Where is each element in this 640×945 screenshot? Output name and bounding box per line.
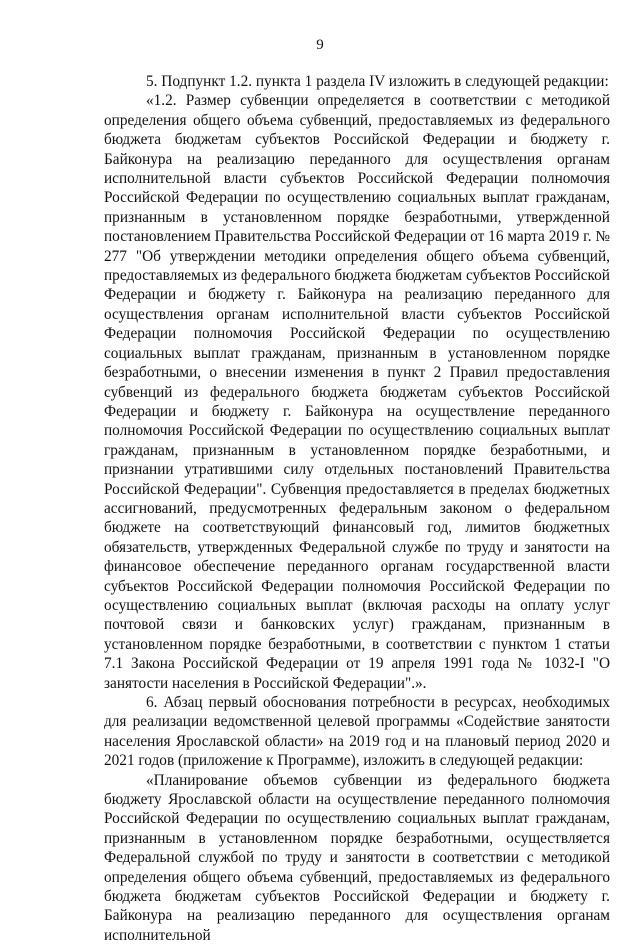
paragraph-subsidy-size: «1.2. Размер субвенции определяется в соответствии с методикой определения общего объема субвенций, предоставляемых из федерального бюджета бюджетам субъектов Российской Федерации и бюджету г. Байконура на реализацию переданного для осуществления органам исполнительной власти субъектов Российской Федерации полномочия Российской Федерации по осуществлению социальных выплат гражданам, признанным в установленном порядке безработными, утвержденной постановлением Правительства Российской Федерации от 16 марта 2019 г. № 277 "Об утверждении методики определения общего объема субвенций, предоставляемых из федерального бюджета бюджетам субъектов Российской Федерации и бюджету г. Байконура на реализацию переданного для осуществления органам исполнительной власти субъектов Российской Федерации полномочия Российской Федерации по осуществлению социальных выплат гражданам, признанным в установленном порядке безработными, о внесении изменения в пункт 2 Правил предоставления субвенций из федерального бюджета бюджетам субъектов Российской Федерации и бюджету г. Байконура на осуществление переданного полномочия Российской Федерации по осуществлению социальных выплат гражданам, признанным в установленном порядке безработными, и признании утратившими силу отдельных постановлений Правительства Российской Федерации". Субвенция предоставляется в пределах бюджетных ассигнований, предусмотренных федеральным законом о федеральном бюджете на соответствующий финансовый год, лимитов бюджетных обязательств, утвержденных Федеральной службе по труду и занятости на финансовое обеспечение переданного органам государственной власти субъектов Российской Федерации полномочия Российской Федерации по осуществлению социальных выплат (включая расходы на оплату услуг почтовой связи и банковских услуг) гражданам, признанным в установленном порядке безработными, в соответствии с пунктом 1 статьи 7.1 Закона Российской Федерации от 19 апреля 1991 года № 1032-I "О занятости населения в Российской Федерации".». [104,92,610,692]
paragraph-subsidy-planning: «Планирование объемов субвенции из федерального бюджета бюджету Ярославской области на осуществление переданного полномочия Российской Федерации по осуществлению социальных выплат гражданам, признанным в установленном порядке безработными, осуществляется Федеральной службой по труду и занятости в соответствии с методикой определения общего объема субвенций, предоставляемых из федерального бюджета бюджетам субъектов Российской Федерации и бюджету г. Байконура на реализацию переданного для осуществления органам исполнительной [104,771,610,944]
paragraph-item-6: 6. Абзац первый обоснования потребности в ресурсах, необходимых для реализации ведомственной целевой программы «Содействие занятости населения Ярославской области» на 2019 год и на плановый период 2020 и 2021 годов (приложение к Программе), изложить в следующей редакции: [104,694,610,770]
paragraph-item-5: 5. Подпункт 1.2. пункта 1 раздела IV изложить в следующей редакции: [146,73,609,90]
page-number: 9 [316,37,324,53]
document-body [104,72,610,945]
